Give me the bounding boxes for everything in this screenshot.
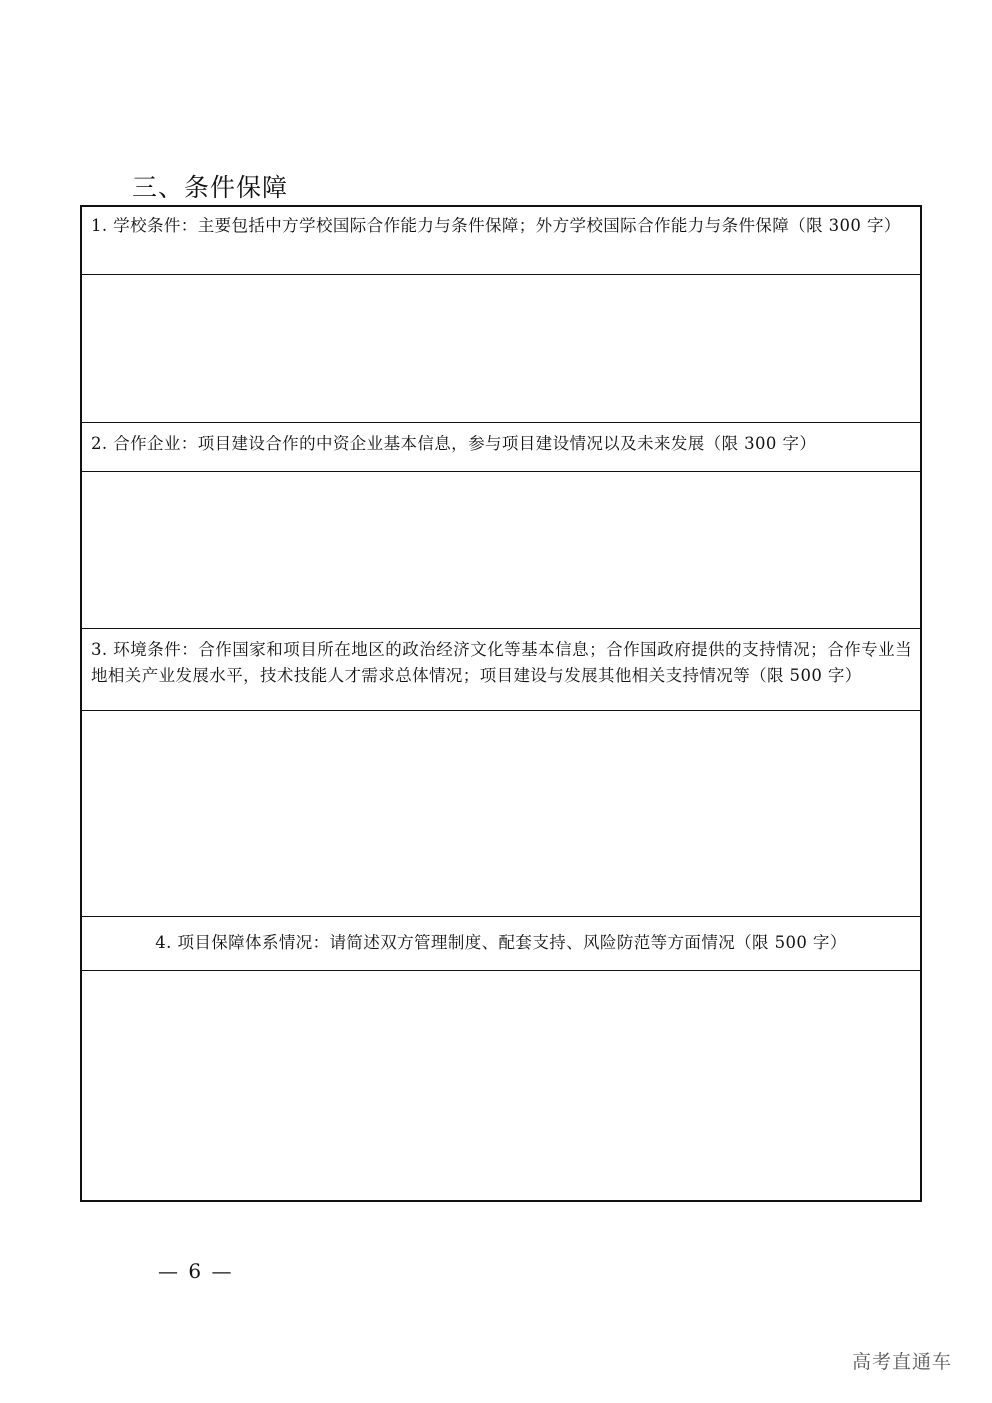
answer-cell-environment-conditions[interactable]	[82, 710, 920, 916]
answer-cell-school-conditions[interactable]	[82, 274, 920, 422]
conditions-form-table	[80, 205, 922, 1202]
field-prompt-partner-enterprise: 2. 合作企业：项目建设合作的中资企业基本信息，参与项目建设情况以及未来发展（限 300 字）	[91, 434, 817, 453]
field-prompt-row-school-conditions	[82, 207, 920, 274]
answer-cell-partner-enterprise[interactable]	[82, 471, 920, 628]
field-prompt-project-guarantee: 4. 项目保障体系情况：请简述双方管理制度、配套支持、风险防范等方面情况（限 500 字）	[155, 933, 847, 952]
field-prompt-environment-conditions: 3. 环境条件：合作国家和项目所在地区的政治经济文化等基本信息；合作国政府提供的支持情况；合作专业当地相关产业发展水平，技术技能人才需求总体情况；项目建设与发展其他相关支持情况等（限 500 字）	[91, 640, 912, 685]
page-number: — 6 —	[158, 1259, 234, 1283]
field-prompt-row-environment-conditions	[82, 628, 920, 710]
field-prompt-row-project-guarantee	[82, 916, 920, 970]
section-title: 三、条件保障	[132, 173, 289, 202]
field-prompt-school-conditions: 1. 学校条件：主要包括中方学校国际合作能力与条件保障；外方学校国际合作能力与条件保障（限 300 字）	[91, 216, 901, 235]
answer-cell-project-guarantee[interactable]	[82, 970, 920, 1200]
field-prompt-row-partner-enterprise	[82, 422, 920, 471]
watermark-text: 高考直通车	[852, 1351, 953, 1373]
